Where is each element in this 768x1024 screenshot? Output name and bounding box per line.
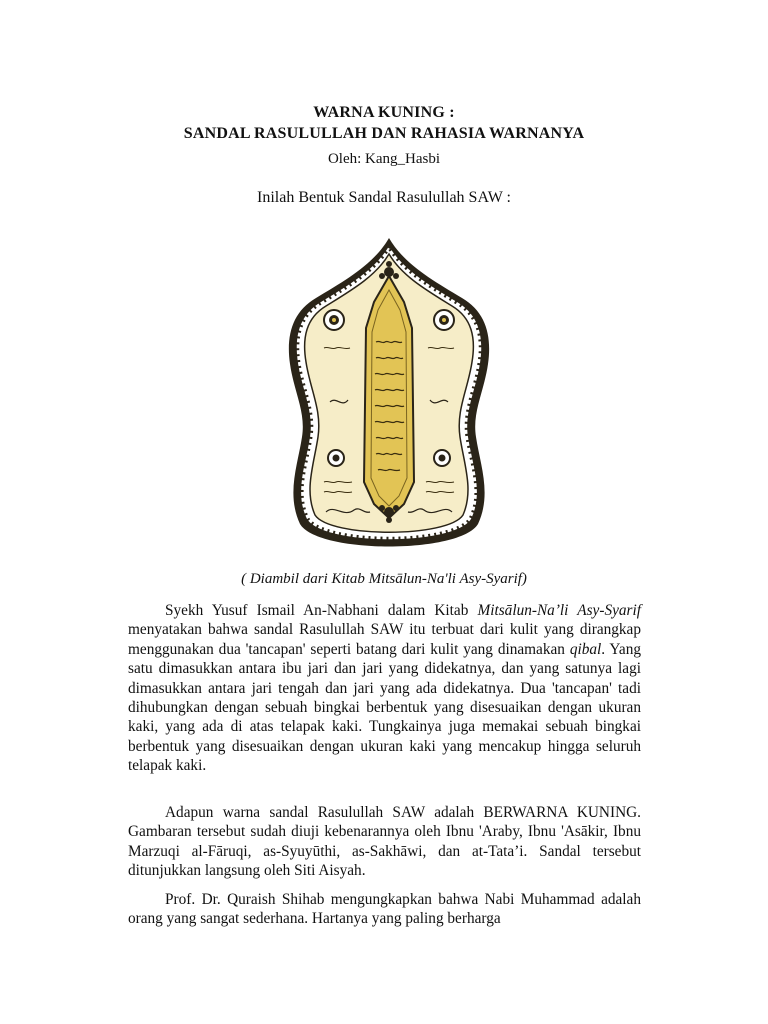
paragraph-3: Prof. Dr. Quraish Shihab mengungkapkan bahwa Nabi Muhammad adalah orang yang sangat sederhana. Hartanya yang paling berharga <box>128 891 641 928</box>
intro-line: Inilah Bentuk Sandal Rasulullah SAW : <box>257 189 511 206</box>
paragraph-1 <box>128 601 641 776</box>
document-title-line-2: SANDAL RASULULLAH DAN RAHASIA WARNANYA <box>183 125 585 142</box>
figure-caption: ( Diambil dari Kitab Mitsālun-Na'li Asy-Syarif) <box>241 571 527 587</box>
author-byline: Oleh: Kang_Hasbi <box>327 151 441 167</box>
sandal-illustration-svg <box>264 232 514 562</box>
paragraph-1-term-qibal: qibal <box>569 640 602 658</box>
sandal-illustration-icon <box>264 232 514 562</box>
paragraph-1-book-title: Mitsālun-Na’li Asy-Syarif <box>477 602 641 619</box>
paragraph-2: Adapun warna sandal Rasulullah SAW adalah BERWARNA KUNING. Gambaran tersebut sudah diuji kebenarannya oleh Ibnu 'Araby, Ibnu 'Asākir, Ibnu Marzuqi al-Fāruqi, as-Syuyūthi, as-Sakhāwi, dan at-Tata’i. Sandal tersebut ditunjukkan langsung oleh Siti Aisyah. <box>128 804 641 880</box>
document-title-line-1: WARNA KUNING : <box>313 104 455 121</box>
paragraph-1-text-c: . Yang satu dimasukkan antara ibu jari dan jari yang didekatnya, dan yang satunya lagi dimasukkan antara jari tengah dan jari yang ada didekatnya. Dua 'tancapan' tadi dihubungkan dengan sebuah bingkai berbentuk yang disesuaikan dengan ukuran kaki, yang ada di atas telapak kaki. Tungkainya juga memakai sebuah bingkai berbentuk yang disesuaikan dengan ukuran kaki yang mencakup hingga seluruh telapak kaki. <box>128 640 641 775</box>
paragraph-1-text-b: menyatakan bahwa sandal Rasulullah SAW itu terbuat dari kulit yang dirangkap menggunakan dua 'tancapan' seperti batang dari kulit yang dinamakan <box>128 621 641 658</box>
paragraph-1-text-a: Syekh Yusuf Ismail An-Nabhani dalam Kitab <box>165 602 478 619</box>
